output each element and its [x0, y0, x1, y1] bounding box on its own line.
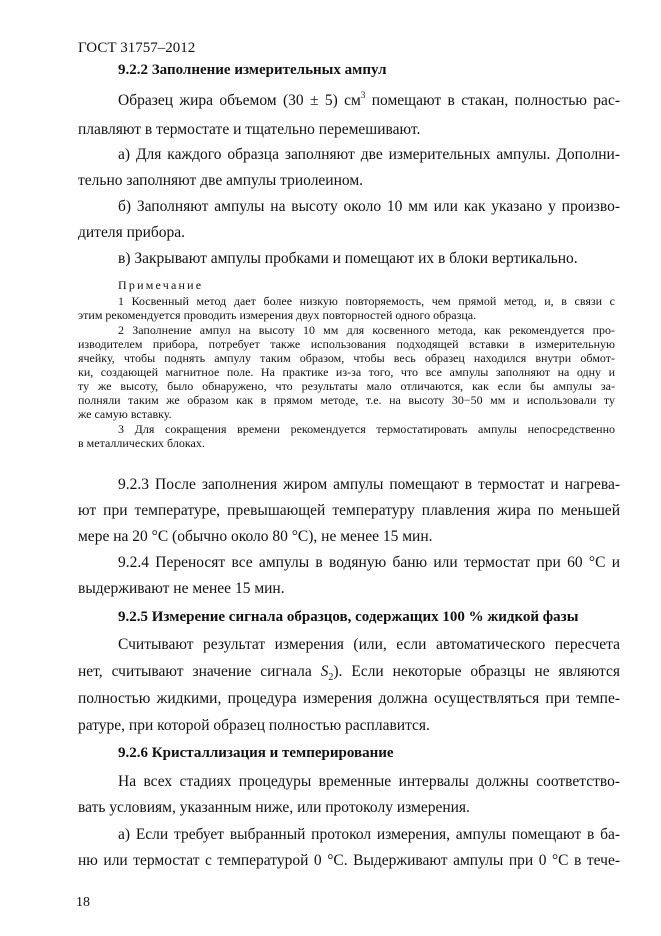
section-9-2-5-title: 9.2.5 Измерение сигнала образцов, содержащих 100 % жидкой фазы	[118, 609, 579, 625]
signal-variable: S	[320, 663, 329, 680]
note-2-line-1: 2 Заполнение ампул на высоту 10 мм для косвенного метода, как рекомендуется про-	[118, 323, 615, 337]
s922-item-b-line-1: б) Заполняют ампулы на высоту около 10 мм или как указано у произво-	[118, 198, 620, 215]
superscript-3: 3	[360, 89, 366, 100]
notes-title: Примечание	[118, 278, 204, 292]
page-number: 18	[76, 895, 90, 910]
s923-line-1: 9.2.3 После заполнения жиром ампулы помещают в термостат и нагрева-	[118, 476, 620, 493]
s925-line-3: полностью жидкими, процедура измерения должна осуществляться при темпе-	[78, 690, 620, 707]
note-2-line-7: же самую вставку.	[78, 407, 172, 421]
note-3-line-1: 3 Для сокращения времени рекомендуется термостатировать ампулы непосредственно	[118, 422, 615, 436]
document-header: ГОСТ 31757–2012	[78, 40, 196, 56]
s922-item-b-line-2: дителя прибора.	[78, 224, 186, 241]
s926-item-a-line-2: ню или термостат с температурой 0 °С. Выдерживают ампулы при 0 °С в тече-	[78, 852, 620, 869]
note-2-line-3: ячейку, чтобы поднять ампулу таким образом, чтобы весь образец находился внутри обмот-	[78, 351, 615, 365]
s926-item-a-line-1: а) Если требует выбранный протокол измерения, ампулы помещают в ба-	[118, 826, 620, 843]
s925-line-1: Считывают результат измерения (или, если автоматического пересчета	[118, 636, 620, 653]
s923-line-2: ют при температуре, превышающей температуру плавления жира по меньшей	[78, 502, 620, 519]
s922-paragraph-1-line-1: Образец жира объемом (30 ± 5) $см^3$ помещают в стакан, полностью рас-	[118, 89, 620, 109]
s922-item-a-line-1: а) Для каждого образца заполняют две измерительных ампулы. Дополни-	[118, 146, 620, 163]
s922-item-a-line-2: тельно заполняют две ампулы триолеином.	[78, 172, 364, 189]
note-2-line-2: изводителем прибора, потребует также использования подходящей вставки в измерительную	[78, 337, 615, 351]
section-9-2-2-title: 9.2.2 Заполнение измерительных ампул	[118, 62, 387, 78]
note-1-line-1: 1 Косвенный метод дает более низкую повторяемость, чем прямой метод, и, в связи с	[118, 294, 615, 308]
note-2-line-5: ту же высоту, было обнаружено, что результаты мало отличаются, как если бы ампулы за-	[78, 379, 615, 393]
subscript-2: 2	[328, 672, 334, 684]
s926-line-1: На всех стадиях процедуры временные интервалы должны соответство-	[118, 773, 620, 790]
s923-line-3: мере на 20 °С (обычно около 80 °С), не менее 15 мин.	[78, 528, 433, 545]
s925-line-2: нет, считывают значение сигнала $S_2$). Если некоторые образцы не являются	[78, 663, 620, 684]
s925-line-4: ратуре, при которой образец полностью расплавится.	[78, 717, 430, 734]
s926-line-2: вать условиям, указанным ниже, или протоколу измерения.	[78, 799, 470, 816]
section-9-2-6-title: 9.2.6 Кристаллизация и темперирование	[118, 745, 394, 761]
note-2-line-6: полняли таким же образом как в прямом методе, т.е. на высоту 30−50 мм и использовали ту	[78, 393, 615, 407]
note-2-line-4: ки, создающей магнитное поле. На практике из-за того, что все ампулы заполняют на одну и	[78, 365, 615, 379]
note-1-line-2: этим рекомендуется проводить измерения двух повторностей одного образца.	[78, 308, 477, 322]
note-3-line-2: в металлических блоках.	[78, 436, 205, 450]
s922-paragraph-1-line-2: плавляют в термостате и тщательно перемешивают.	[78, 121, 421, 138]
s924-line-2: выдерживают не менее 15 мин.	[78, 580, 285, 597]
s924-line-1: 9.2.4 Переносят все ампулы в водяную баню или термостат при 60 °С и	[118, 554, 620, 571]
s922-item-c-line-1: в) Закрывают ампулы пробками и помещают их в блоки вертикально.	[118, 250, 578, 267]
